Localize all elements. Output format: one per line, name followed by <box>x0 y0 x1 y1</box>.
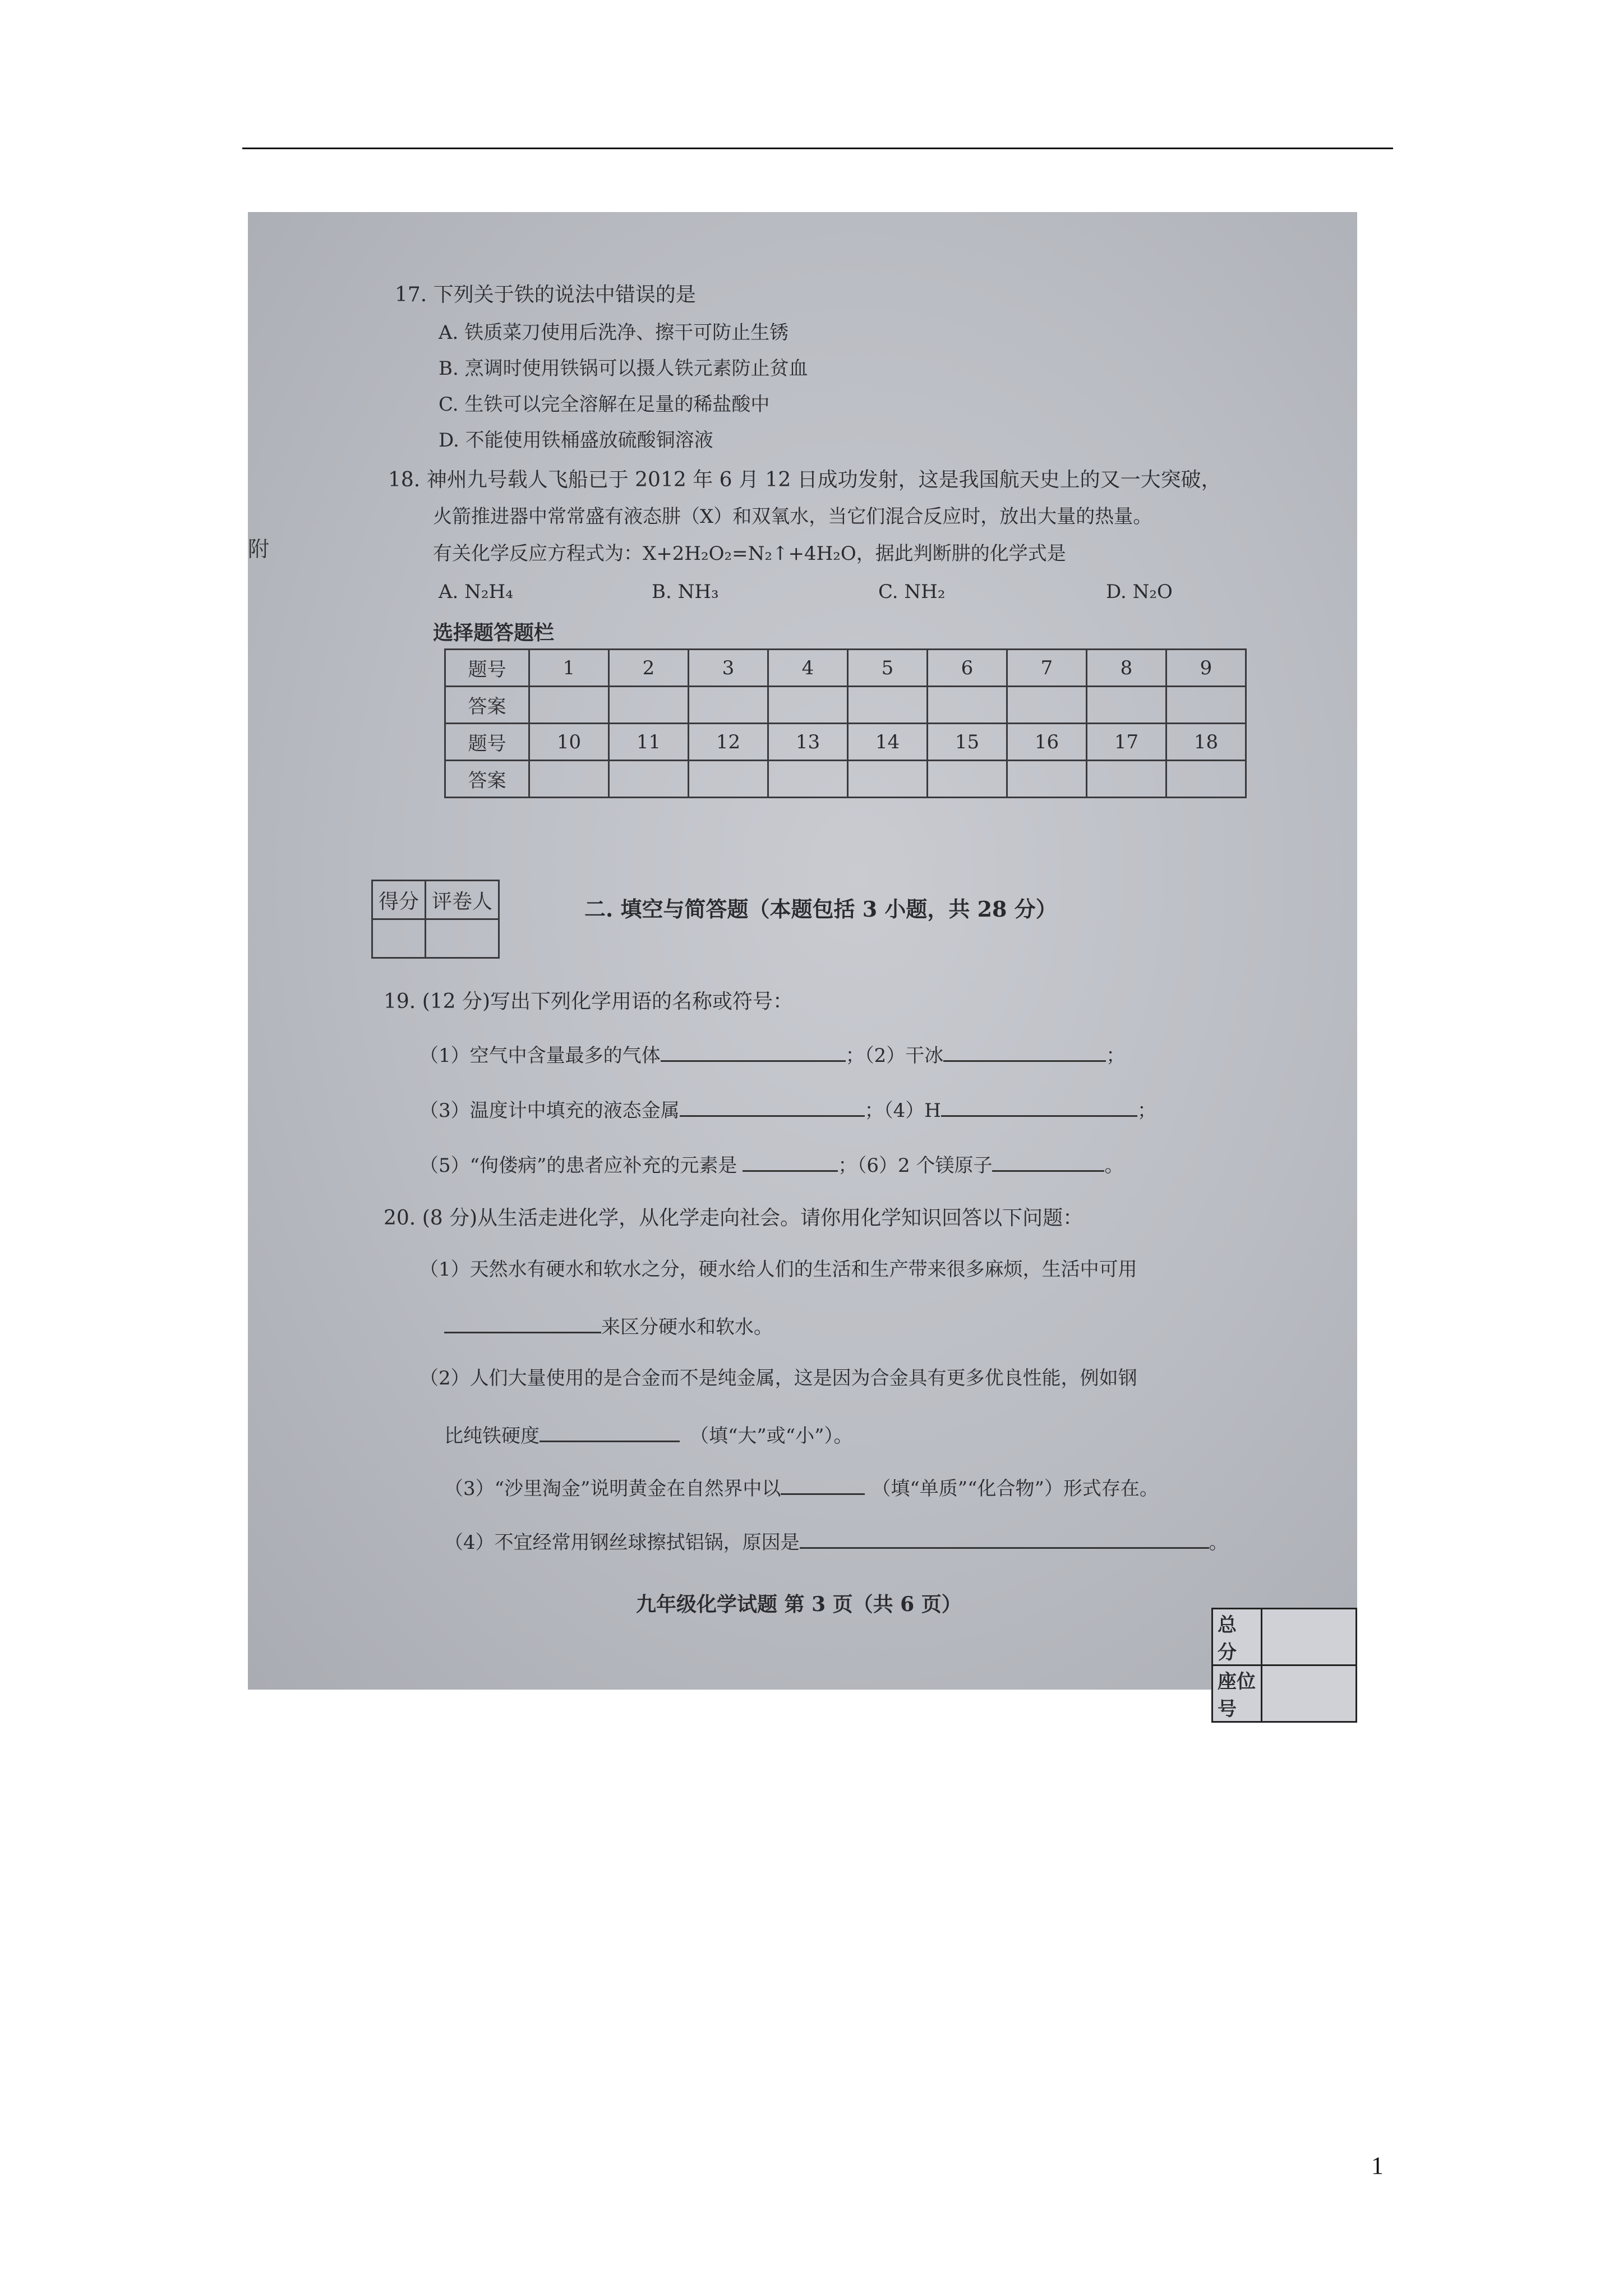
q19-item-4-label: ；（4）H <box>864 1099 941 1122</box>
q20-part-2-lead: 比纯铁硬度 <box>444 1425 540 1447</box>
score-label: 得分 <box>372 881 426 919</box>
answer-blank[interactable] <box>941 1098 1137 1117</box>
q20-part-2-line-1: （2）人们大量使用的是合金而不是纯金属，这是因为合金具有更多优良性能，例如钢 <box>419 1367 1137 1389</box>
q19-line-2-end: ； <box>1137 1099 1156 1122</box>
q20-part-2-tail: （填“大”或“小”）。 <box>690 1425 853 1447</box>
answer-cell[interactable] <box>1166 761 1246 798</box>
question-number-cell: 2 <box>609 650 689 687</box>
q20-part-1-line-2 <box>444 1315 773 1337</box>
answer-table <box>444 648 1247 798</box>
answer-cell[interactable] <box>848 687 928 724</box>
q19-line-2 <box>419 1098 1156 1120</box>
answer-cell[interactable] <box>928 687 1007 724</box>
seat-number-cell[interactable] <box>1262 1665 1357 1722</box>
answer-table-answer-row-2 <box>445 761 1246 798</box>
q17-option-c: C. 生铁可以完全溶解在足量的稀盐酸中 <box>439 393 770 416</box>
question-number-cell: 14 <box>848 724 928 761</box>
q19-line-3-end: 。 <box>1104 1154 1124 1177</box>
section-2-title: 二. 填空与简答题（本题包括 3 小题，共 28 分） <box>584 896 1057 922</box>
q19-stem: 19. (12 分)写出下列化学用语的名称或符号： <box>384 990 794 1013</box>
answer-blank[interactable] <box>743 1153 838 1172</box>
q18-option-c: C. NH₂ <box>878 581 946 603</box>
row-label-number: 题号 <box>445 650 529 687</box>
q20-part-3-lead: （3）“沙里淘金”说明黄金在自然界中以 <box>444 1478 781 1500</box>
answer-cell[interactable] <box>1007 761 1087 798</box>
q20-stem: 20. (8 分)从生活走进化学，从化学走向社会。请你用化学知识回答以下问题： <box>384 1207 1083 1230</box>
q20-part-3 <box>444 1476 1159 1498</box>
q20-part-4 <box>444 1530 1228 1552</box>
question-number-cell: 5 <box>848 650 928 687</box>
answer-cell[interactable] <box>848 761 928 798</box>
question-number-cell: 8 <box>1087 650 1166 687</box>
question-number-cell: 15 <box>928 724 1007 761</box>
q19-item-6-label: ；（6）2 个镁原子 <box>838 1154 993 1177</box>
exam-page-footer: 九年级化学试题 第 3 页（共 6 页） <box>636 1593 962 1616</box>
q17-option-d: D. 不能使用铁桶盛放硫酸铜溶液 <box>439 429 713 452</box>
question-number-cell: 10 <box>529 724 609 761</box>
answer-cell[interactable] <box>689 761 768 798</box>
question-number-cell: 7 <box>1007 650 1087 687</box>
q17-stem: 17. 下列关于铁的说法中错误的是 <box>395 283 696 306</box>
total-score-box <box>1211 1608 1357 1723</box>
question-number-cell: 4 <box>768 650 848 687</box>
q19-item-5-label: （5）“佝偻病”的患者应补充的元素是 <box>419 1154 737 1177</box>
answer-cell[interactable] <box>1087 687 1166 724</box>
row-label-answer: 答案 <box>445 687 529 724</box>
answer-cell[interactable] <box>609 761 689 798</box>
answer-table-title: 选择题答题栏 <box>433 621 555 645</box>
answer-blank[interactable] <box>800 1530 1209 1549</box>
grader-cell[interactable] <box>426 919 499 958</box>
q18-line-1: 18. 神州九号载人飞船已于 2012 年 6 月 12 日成功发射，这是我国航天史上的又一大突破， <box>388 468 1221 491</box>
answer-blank[interactable] <box>781 1476 865 1495</box>
question-number-cell: 11 <box>609 724 689 761</box>
q18-line-2: 火箭推进器中常常盛有液态肼（X）和双氧水，当它们混合反应时，放出大量的热量。 <box>433 505 1152 528</box>
q19-item-1-label: （1）空气中含量最多的气体 <box>419 1045 661 1067</box>
q18-option-d: D. N₂O <box>1106 581 1173 603</box>
q19-item-3-label: （3）温度计中填充的液态金属 <box>419 1099 680 1122</box>
q19-line-1-end: ； <box>1106 1045 1126 1067</box>
row-label-answer: 答案 <box>445 761 529 798</box>
question-number-cell: 1 <box>529 650 609 687</box>
page-number: 1 <box>1371 2152 1384 2179</box>
question-number-cell: 13 <box>768 724 848 761</box>
q20-part-4-end: 。 <box>1209 1531 1228 1554</box>
answer-cell[interactable] <box>1166 687 1246 724</box>
score-cell[interactable] <box>372 919 426 958</box>
q20-part-4-lead: （4）不宜经常用钢丝球擦拭铝锅，原因是 <box>444 1531 800 1554</box>
answer-table-answer-row-1 <box>445 687 1246 724</box>
exam-photo <box>248 212 1357 1720</box>
q17-option-b: B. 烹调时使用铁锅可以摄人铁元素防止贫血 <box>439 357 808 380</box>
answer-table-number-row-2 <box>445 724 1246 761</box>
total-score-cell[interactable] <box>1262 1609 1357 1665</box>
q20-part-2-line-2 <box>444 1424 853 1446</box>
q20-part-1-line-1: （1）天然水有硬水和软水之分，硬水给人们的生活和生产带来很多麻烦，生活中可用 <box>419 1258 1137 1281</box>
q19-line-1 <box>419 1043 1125 1065</box>
q20-part-3-tail: （填“单质”“化合物”）形式存在。 <box>872 1478 1159 1500</box>
row-label-number: 题号 <box>445 724 529 761</box>
grader-label: 评卷人 <box>426 881 499 919</box>
answer-cell[interactable] <box>1007 687 1087 724</box>
seat-number-label: 座位号 <box>1212 1665 1262 1722</box>
answer-blank[interactable] <box>680 1098 865 1117</box>
answer-blank[interactable] <box>661 1043 846 1062</box>
q18-option-b: B. NH₃ <box>652 581 719 603</box>
answer-cell[interactable] <box>1087 761 1166 798</box>
answer-blank[interactable] <box>540 1424 680 1442</box>
question-number-cell: 17 <box>1087 724 1166 761</box>
question-number-cell: 16 <box>1007 724 1087 761</box>
score-box <box>371 880 500 959</box>
answer-cell[interactable] <box>689 687 768 724</box>
answer-cell[interactable] <box>529 761 609 798</box>
question-number-cell: 9 <box>1166 650 1246 687</box>
answer-cell[interactable] <box>609 687 689 724</box>
answer-table-number-row-1 <box>445 650 1246 687</box>
answer-cell[interactable] <box>768 687 848 724</box>
question-number-cell: 12 <box>689 724 768 761</box>
q20-part-1-tail: 来区分硬水和软水。 <box>601 1316 773 1338</box>
total-score-label: 总 分 <box>1212 1609 1262 1665</box>
answer-cell[interactable] <box>768 761 848 798</box>
margin-mark: 附 <box>248 537 270 562</box>
answer-blank[interactable] <box>992 1153 1104 1172</box>
answer-cell[interactable] <box>529 687 609 724</box>
question-number-cell: 18 <box>1166 724 1246 761</box>
q19-item-2-label: ；（2）干冰 <box>845 1045 944 1067</box>
q19-line-3 <box>419 1153 1123 1175</box>
header-rule <box>242 148 1393 149</box>
question-number-cell: 3 <box>689 650 768 687</box>
q18-option-a: A. N₂H₄ <box>439 581 513 603</box>
answer-cell[interactable] <box>928 761 1007 798</box>
q17-option-a: A. 铁质菜刀使用后洗净、擦干可防止生锈 <box>439 321 789 344</box>
question-number-cell: 6 <box>928 650 1007 687</box>
answer-blank[interactable] <box>943 1043 1106 1062</box>
answer-blank[interactable] <box>444 1315 601 1333</box>
q18-line-3: 有关化学反应方程式为：X+2H₂O₂=N₂↑+4H₂O，据此判断肼的化学式是 <box>433 542 1066 565</box>
